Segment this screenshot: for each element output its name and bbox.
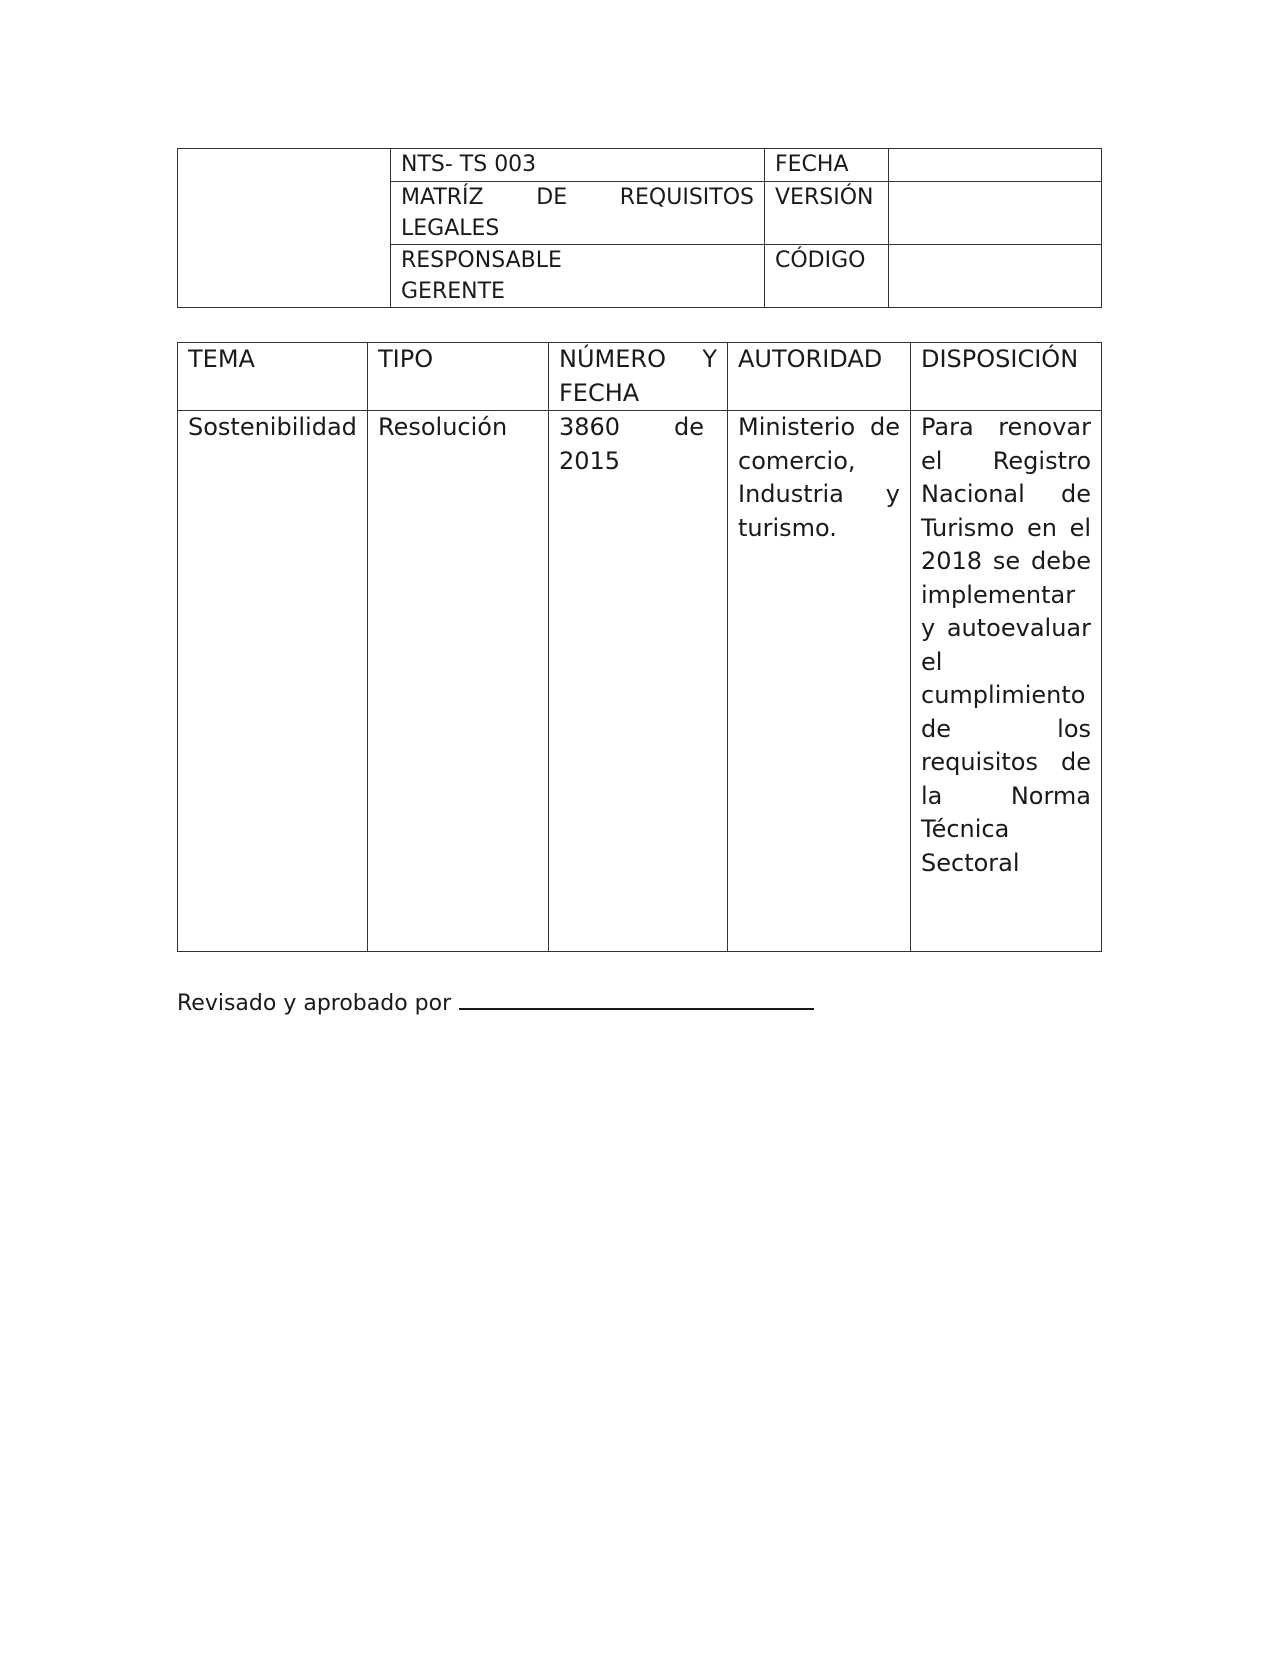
table-row (178, 411, 1102, 952)
version-value-cell (889, 182, 1102, 245)
column-header-numero-fecha: NÚMERO Y FECHA (549, 343, 728, 411)
approval-line (177, 986, 814, 1019)
cell-autoridad: Ministerio de comercio, Industria y turismo. (728, 411, 911, 952)
legal-requirements-matrix (177, 342, 1102, 952)
cell-numero-fecha: 3860 de 2015 (549, 411, 728, 952)
responsible-cell (391, 245, 765, 308)
codigo-label-cell (765, 245, 889, 308)
codigo-label: CÓDIGO (775, 248, 866, 273)
fecha-label-cell (765, 149, 889, 182)
document-title: MATRÍZ DE REQUISITOS LEGALES (401, 185, 754, 241)
fecha-label: FECHA (775, 152, 849, 177)
approval-label: Revisado y aprobado por (177, 991, 452, 1016)
cell-tipo: Resolución (368, 411, 549, 952)
logo-placeholder-cell (178, 149, 391, 308)
version-label: VERSIÓN (775, 185, 874, 210)
responsible: RESPONSABLE GERENTE (401, 248, 562, 304)
document-header-table (177, 148, 1102, 308)
cell-tema: Sostenibilidad (178, 411, 368, 952)
norm-code-cell (391, 149, 765, 182)
cell-disposicion: Para renovar el Registro Nacional de Turismo en el 2018 se debe implementar y autoevaluar el cumplimiento de los requisitos de la Norma Técnica Sectoral (911, 411, 1102, 952)
signature-blank (459, 986, 814, 1010)
column-header-tema: TEMA (178, 343, 368, 411)
matrix-header-row (178, 343, 1102, 411)
document-title-cell (391, 182, 765, 245)
fecha-value-cell (889, 149, 1102, 182)
column-header-tipo: TIPO (368, 343, 549, 411)
codigo-value-cell (889, 245, 1102, 308)
column-header-disposicion: DISPOSICIÓN (911, 343, 1102, 411)
version-label-cell (765, 182, 889, 245)
column-header-autoridad: AUTORIDAD (728, 343, 911, 411)
norm-code: NTS- TS 003 (401, 152, 537, 177)
